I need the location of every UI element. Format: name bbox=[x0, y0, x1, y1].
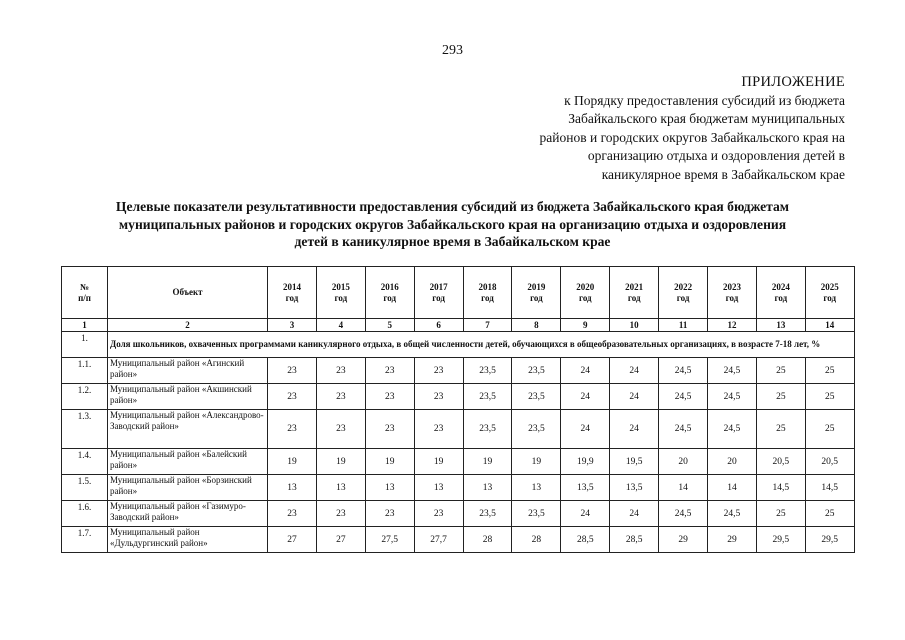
section-text: Доля школьников, охваченных программами каникулярного отдыха, в общей численности детей, обучающихся в общеобразовательных организациях, в возрасте 7-18 лет, % bbox=[108, 332, 855, 358]
header-year-word: год bbox=[774, 292, 788, 303]
row-value: 19,9 bbox=[561, 449, 610, 475]
table-row bbox=[62, 384, 855, 410]
table-header-row bbox=[62, 267, 855, 319]
header-year-value: 2023 bbox=[722, 281, 741, 292]
appendix-line: к Порядку предоставления субсидий из бюджета bbox=[564, 92, 845, 108]
section-row bbox=[62, 332, 855, 358]
column-number: 4 bbox=[316, 319, 365, 332]
header-year-word: год bbox=[383, 292, 397, 303]
table-row bbox=[62, 410, 855, 449]
row-value: 23 bbox=[316, 358, 365, 384]
row-value: 23 bbox=[365, 501, 414, 527]
row-value: 24 bbox=[561, 384, 610, 410]
document-title bbox=[60, 198, 845, 251]
row-object: Муниципальный район «Газимуро-Заводский район» bbox=[108, 501, 268, 527]
row-value: 23,5 bbox=[512, 410, 561, 449]
column-number: 13 bbox=[756, 319, 805, 332]
header-year-word: год bbox=[578, 292, 592, 303]
row-value: 24,5 bbox=[708, 410, 757, 449]
row-value: 27 bbox=[316, 527, 365, 553]
row-object: Муниципальный район «Агинский район» bbox=[108, 358, 268, 384]
header-year-value: 2015 bbox=[331, 281, 350, 292]
column-number: 2 bbox=[108, 319, 268, 332]
row-value: 24,5 bbox=[708, 501, 757, 527]
row-value: 23,5 bbox=[463, 384, 512, 410]
header-year-word: год bbox=[334, 292, 348, 303]
row-value: 23,5 bbox=[463, 410, 512, 449]
row-value: 24,5 bbox=[708, 358, 757, 384]
row-value: 27 bbox=[268, 527, 317, 553]
header-year-value: 2014 bbox=[282, 281, 301, 292]
row-value: 19 bbox=[365, 449, 414, 475]
row-value: 27,7 bbox=[414, 527, 463, 553]
row-object: Муниципальный район «Акшинский район» bbox=[108, 384, 268, 410]
row-number: 1.7. bbox=[62, 527, 108, 553]
row-value: 28,5 bbox=[610, 527, 659, 553]
column-number: 3 bbox=[268, 319, 317, 332]
row-value: 24,5 bbox=[659, 410, 708, 449]
header-year-word: год bbox=[285, 292, 299, 303]
header-year bbox=[414, 267, 463, 319]
header-year-word: год bbox=[725, 292, 739, 303]
row-value: 28,5 bbox=[561, 527, 610, 553]
row-number: 1.2. bbox=[62, 384, 108, 410]
table-row bbox=[62, 501, 855, 527]
row-value: 19,5 bbox=[610, 449, 659, 475]
header-number bbox=[62, 267, 108, 319]
row-value: 27,5 bbox=[365, 527, 414, 553]
row-value: 14 bbox=[708, 475, 757, 501]
row-value: 29 bbox=[708, 527, 757, 553]
row-value: 28 bbox=[512, 527, 561, 553]
column-number-row bbox=[62, 319, 855, 332]
table-row bbox=[62, 527, 855, 553]
header-year-value: 2022 bbox=[674, 281, 693, 292]
row-value: 23 bbox=[414, 501, 463, 527]
page-number: 293 bbox=[442, 43, 463, 58]
row-value: 25 bbox=[805, 358, 854, 384]
row-value: 23 bbox=[365, 384, 414, 410]
row-value: 14 bbox=[659, 475, 708, 501]
header-year-value: 2017 bbox=[429, 281, 448, 292]
column-number: 10 bbox=[610, 319, 659, 332]
row-number: 1.4. bbox=[62, 449, 108, 475]
header-year bbox=[756, 267, 805, 319]
row-value: 20,5 bbox=[756, 449, 805, 475]
header-year bbox=[659, 267, 708, 319]
column-number: 1 bbox=[62, 319, 108, 332]
row-value: 23 bbox=[268, 358, 317, 384]
header-year-value: 2020 bbox=[576, 281, 595, 292]
row-value: 20 bbox=[708, 449, 757, 475]
header-year-word: год bbox=[823, 292, 837, 303]
row-value: 13 bbox=[268, 475, 317, 501]
row-value: 23 bbox=[414, 384, 463, 410]
row-value: 25 bbox=[756, 358, 805, 384]
row-value: 20 bbox=[659, 449, 708, 475]
header-year-value: 2016 bbox=[380, 281, 399, 292]
column-number: 9 bbox=[561, 319, 610, 332]
row-value: 23 bbox=[268, 410, 317, 449]
row-value: 24 bbox=[561, 501, 610, 527]
row-value: 25 bbox=[805, 384, 854, 410]
row-value: 13,5 bbox=[610, 475, 659, 501]
row-value: 24 bbox=[561, 358, 610, 384]
row-value: 24,5 bbox=[708, 384, 757, 410]
row-value: 24 bbox=[561, 410, 610, 449]
row-value: 20,5 bbox=[805, 449, 854, 475]
row-object: Муниципальный район «Балейский район» bbox=[108, 449, 268, 475]
appendix-line: организацию отдыха и оздоровления детей в bbox=[587, 148, 845, 163]
column-number: 11 bbox=[659, 319, 708, 332]
column-number: 7 bbox=[463, 319, 512, 332]
column-number: 8 bbox=[512, 319, 561, 332]
row-value: 24,5 bbox=[659, 358, 708, 384]
header-year-value: 2025 bbox=[820, 281, 839, 292]
header-year-word: год bbox=[627, 292, 641, 303]
column-number: 14 bbox=[805, 319, 854, 332]
row-value: 28 bbox=[463, 527, 512, 553]
row-number: 1.5. bbox=[62, 475, 108, 501]
header-year-value: 2019 bbox=[527, 281, 546, 292]
row-value: 23 bbox=[316, 384, 365, 410]
row-value: 13 bbox=[365, 475, 414, 501]
table-row bbox=[62, 475, 855, 501]
header-year bbox=[610, 267, 659, 319]
row-value: 24,5 bbox=[659, 501, 708, 527]
header-number-line: № bbox=[79, 281, 90, 292]
appendix-line: Забайкальского края бюджетам муниципальных bbox=[568, 111, 845, 126]
row-value: 23,5 bbox=[512, 358, 561, 384]
row-value: 29,5 bbox=[805, 527, 854, 553]
header-year-word: год bbox=[530, 292, 543, 303]
row-value: 13 bbox=[414, 475, 463, 501]
header-year bbox=[708, 267, 757, 319]
row-value: 25 bbox=[756, 410, 805, 449]
row-value: 24 bbox=[610, 384, 659, 410]
header-number-line: п/п bbox=[78, 292, 91, 303]
row-value: 13,5 bbox=[561, 475, 610, 501]
row-value: 13 bbox=[463, 475, 512, 501]
row-number: 1.1. bbox=[62, 358, 108, 384]
header-year bbox=[268, 267, 317, 319]
appendix-heading: ПРИЛОЖЕНИЕ bbox=[741, 74, 845, 90]
row-value: 13 bbox=[316, 475, 365, 501]
row-value: 23,5 bbox=[512, 501, 561, 527]
table-row bbox=[62, 358, 855, 384]
row-value: 25 bbox=[756, 384, 805, 410]
column-number: 6 bbox=[414, 319, 463, 332]
row-value: 23 bbox=[316, 410, 365, 449]
row-value: 23,5 bbox=[463, 358, 512, 384]
table-row bbox=[62, 449, 855, 475]
row-value: 24 bbox=[610, 410, 659, 449]
row-value: 25 bbox=[805, 410, 854, 449]
appendix-block bbox=[540, 73, 845, 184]
row-value: 19 bbox=[512, 449, 561, 475]
row-object: Муниципальный район «Александрово-Заводский район» bbox=[108, 410, 268, 449]
row-value: 23 bbox=[268, 501, 317, 527]
row-value: 23 bbox=[268, 384, 317, 410]
column-number: 12 bbox=[708, 319, 757, 332]
row-value: 23,5 bbox=[512, 384, 561, 410]
header-year-value: 2018 bbox=[478, 281, 497, 292]
row-value: 25 bbox=[756, 501, 805, 527]
header-year-value: 2021 bbox=[625, 281, 644, 292]
column-number: 5 bbox=[365, 319, 414, 332]
row-value: 29 bbox=[659, 527, 708, 553]
row-value: 19 bbox=[463, 449, 512, 475]
row-value: 23 bbox=[316, 501, 365, 527]
header-year bbox=[805, 267, 854, 319]
row-value: 23 bbox=[365, 410, 414, 449]
row-value: 24,5 bbox=[659, 384, 708, 410]
row-value: 13 bbox=[512, 475, 561, 501]
header-year bbox=[463, 267, 512, 319]
header-year-word: год bbox=[481, 292, 494, 303]
row-value: 19 bbox=[268, 449, 317, 475]
row-object: Муниципальный район «Борзинский район» bbox=[108, 475, 268, 501]
row-value: 29,5 bbox=[756, 527, 805, 553]
row-value: 24 bbox=[610, 501, 659, 527]
row-value: 23,5 bbox=[463, 501, 512, 527]
section-number: 1. bbox=[62, 332, 108, 358]
header-year-value: 2024 bbox=[771, 281, 790, 292]
header-year bbox=[316, 267, 365, 319]
title-line: муниципальных районов и городских округов Забайкальского края на организацию отдыха и оздоровления bbox=[118, 216, 787, 232]
row-value: 14,5 bbox=[756, 475, 805, 501]
appendix-line: каникулярное время в Забайкальском крае bbox=[601, 166, 845, 182]
indicators-table bbox=[61, 266, 855, 553]
title-line: детей в каникулярное время в Забайкальском крае bbox=[294, 234, 611, 249]
row-value: 23 bbox=[365, 358, 414, 384]
row-value: 19 bbox=[414, 449, 463, 475]
row-number: 1.6. bbox=[62, 501, 108, 527]
row-value: 23 bbox=[414, 410, 463, 449]
row-value: 24 bbox=[610, 358, 659, 384]
header-year-word: год bbox=[676, 292, 690, 303]
header-year bbox=[561, 267, 610, 319]
header-object: Объект bbox=[108, 267, 268, 319]
row-value: 14,5 bbox=[805, 475, 854, 501]
row-number: 1.3. bbox=[62, 410, 108, 449]
row-value: 23 bbox=[414, 358, 463, 384]
appendix-line: районов и городских округов Забайкальского края на bbox=[539, 129, 845, 145]
header-year bbox=[512, 267, 561, 319]
row-value: 19 bbox=[316, 449, 365, 475]
header-year-word: год bbox=[432, 292, 445, 303]
title-line: Целевые показатели результативности предоставления субсидий из бюджета Забайкальского края бюджетам bbox=[115, 199, 790, 214]
row-object: Муниципальный район «Дульдургинский район» bbox=[108, 527, 268, 553]
header-year bbox=[365, 267, 414, 319]
row-value: 25 bbox=[805, 501, 854, 527]
